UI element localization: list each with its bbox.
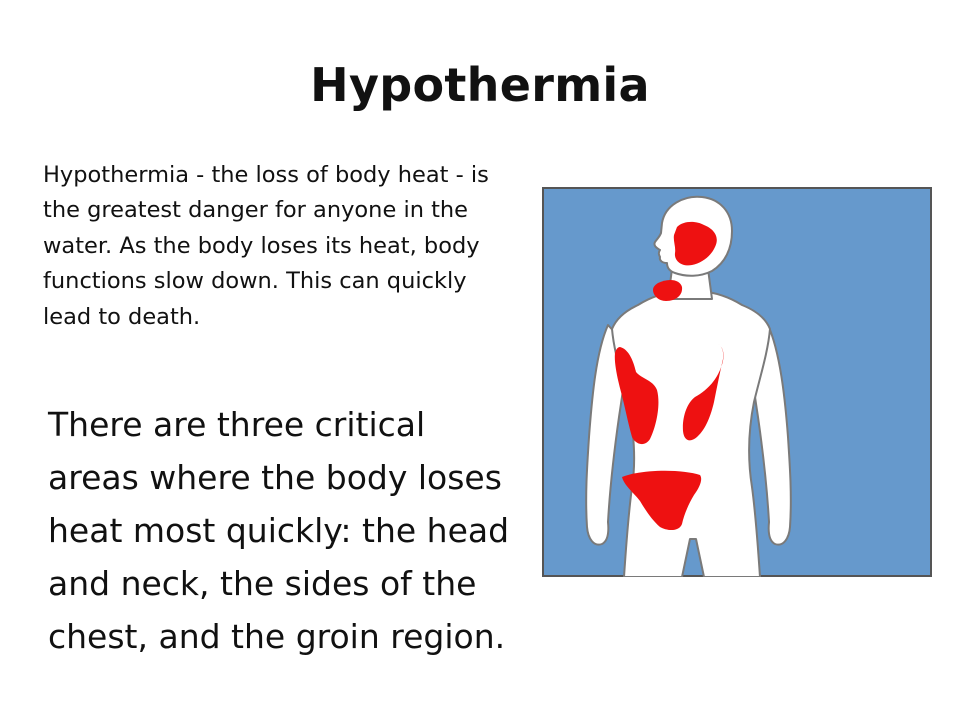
body-diagram [542, 187, 932, 577]
slide-title: Hypothermia [310, 58, 650, 112]
intro-paragraph: Hypothermia - the loss of body heat - is the greatest danger for anyone in the water. As the body loses its heat, body functions slow down. This can quickly lead to death. [43, 162, 489, 330]
critical-areas-paragraph: There are three critical areas where the body loses heat most quickly: the head and neck, the sides of the chest, and the groin region. [48, 405, 510, 656]
body-heat-loss-figure [542, 187, 932, 577]
